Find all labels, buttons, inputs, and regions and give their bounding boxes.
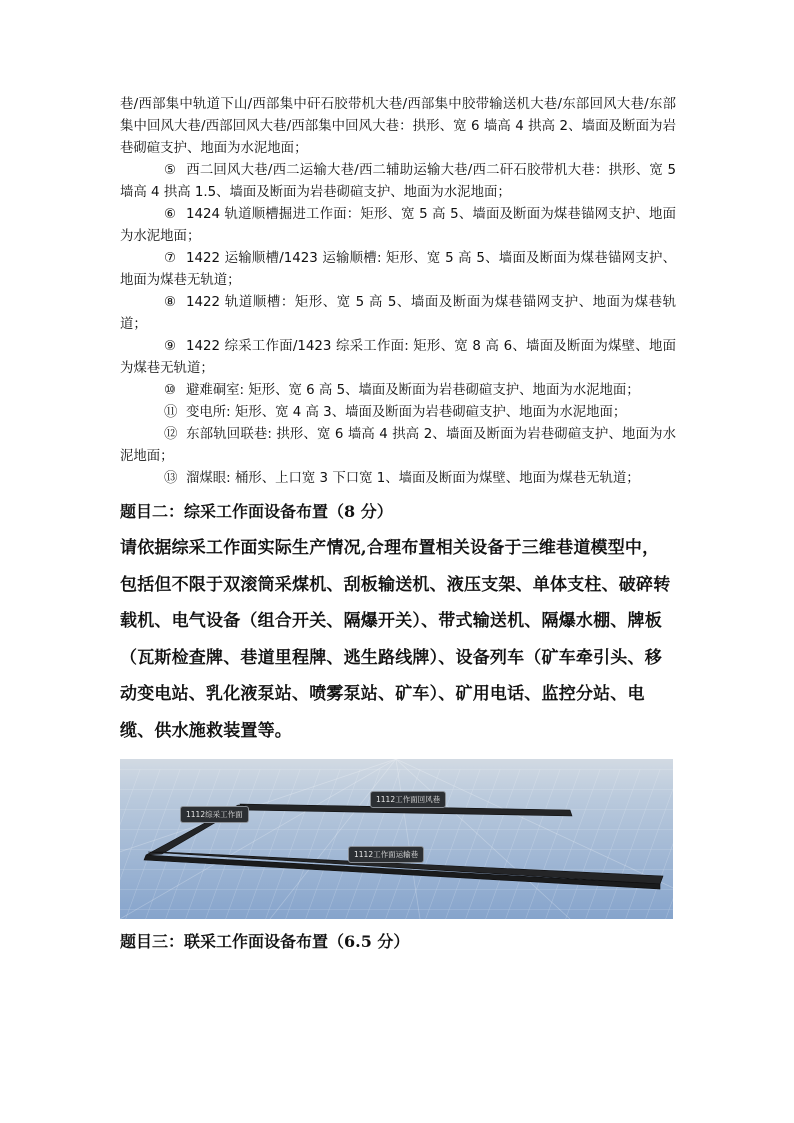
item-number: ⑨ <box>164 339 177 354</box>
section3-title: 题目三：联采工作面设备布置（6.5 分） <box>120 932 410 951</box>
item-text: 西二回风大巷/西二运输大巷/西二辅助运输大巷/西二矸石胶带机大巷：拱形、宽 5 墙高 4 拱高 1.5、墙面及断面为岩巷砌碹支护、地面为水泥地面； <box>120 163 676 200</box>
item-text: 东部轨回联巷: 拱形、宽 6 墙高 4 拱高 2、墙面及断面为岩巷砌碹支护、地面为水泥地面； <box>120 427 676 464</box>
label-face: 1112综采工作面 <box>180 806 249 823</box>
spec-item <box>120 248 676 292</box>
item-number: ⑥ <box>164 207 177 222</box>
item-text: 1424 轨道顺槽掘进工作面：矩形、宽 5 高 5、墙面及断面为煤巷锚网支护、地面为水泥地面； <box>120 207 676 244</box>
item-number: ⑩ <box>164 383 177 398</box>
spec-item <box>120 336 676 380</box>
document-page <box>120 94 676 957</box>
spec-item <box>120 468 676 490</box>
roadway-spec-list <box>120 160 676 490</box>
item-text: 1422 轨道顺槽：矩形、宽 5 高 5、墙面及断面为煤巷锚网支护、地面为煤巷轨道； <box>120 295 676 332</box>
item-text: 1422 运输顺槽/1423 运输顺槽: 矩形、宽 5 高 5、墙面及断面为煤巷锚网支护、地面为煤巷无轨道； <box>120 251 676 288</box>
label-return-airway: 1112工作面回风巷 <box>370 791 446 808</box>
item-text: 1422 综采工作面/1423 综采工作面: 矩形、宽 8 高 6、墙面及断面为煤壁、地面为煤巷无轨道； <box>120 339 676 376</box>
item-number: ⑬ <box>164 471 178 486</box>
item-text: 变电所: 矩形、宽 4 高 3、墙面及断面为岩巷砌碹支护、地面为水泥地面； <box>186 405 627 420</box>
spec-item <box>120 292 676 336</box>
spec-item <box>120 380 676 402</box>
item-number: ⑦ <box>164 251 177 266</box>
roadway-3d-model-render <box>120 759 673 919</box>
spec-item <box>120 424 676 468</box>
item-number: ⑧ <box>164 295 177 310</box>
roadway-3d-model-figure <box>120 759 673 919</box>
item-number: ⑪ <box>164 405 178 420</box>
section2-body: 请依据综采工作面实际生产情况,合理布置相关设备于三维巷道模型中，包括但不限于双滚筒采煤机、刮板输送机、液压支架、单体支柱、破碎转载机、电气设备（组合开关、隔爆开关）、带式输送机、隔爆水棚、牌板（瓦斯检查牌、巷道里程牌、逃生路线牌）、设备列车（矿车牵引头、移动变电站、乳化液泵站、喷雾泵站、矿车）、矿用电话、监控分站、电缆、供水施救装置等。 <box>120 538 671 741</box>
item-text: 避难硐室: 矩形、宽 6 高 5、墙面及断面为岩巷砌碹支护、地面为水泥地面； <box>186 383 640 398</box>
section2-title: 题目二：综采工作面设备布置（8 分） <box>120 502 393 521</box>
item-number: ⑫ <box>164 427 178 442</box>
item-number: ⑤ <box>164 163 177 178</box>
spec-item <box>120 204 676 248</box>
label-transport-airway: 1112工作面运输巷 <box>348 846 424 863</box>
spec-item <box>120 402 676 424</box>
item-text: 溜煤眼: 桶形、上口宽 3 下口宽 1、墙面及断面为煤壁、地面为煤巷无轨道； <box>186 471 640 486</box>
intro-paragraph: 巷/西部集中轨道下山/西部集中矸石胶带机大巷/西部集中胶带输送机大巷/东部回风大巷/东部集中回风大巷/西部回风大巷/西部集中回风大巷：拱形、宽 6 墙高 4 拱高 2、墙面及断面为岩巷砌碹支护、地面为水泥地面； <box>120 97 676 156</box>
spec-item <box>120 160 676 204</box>
